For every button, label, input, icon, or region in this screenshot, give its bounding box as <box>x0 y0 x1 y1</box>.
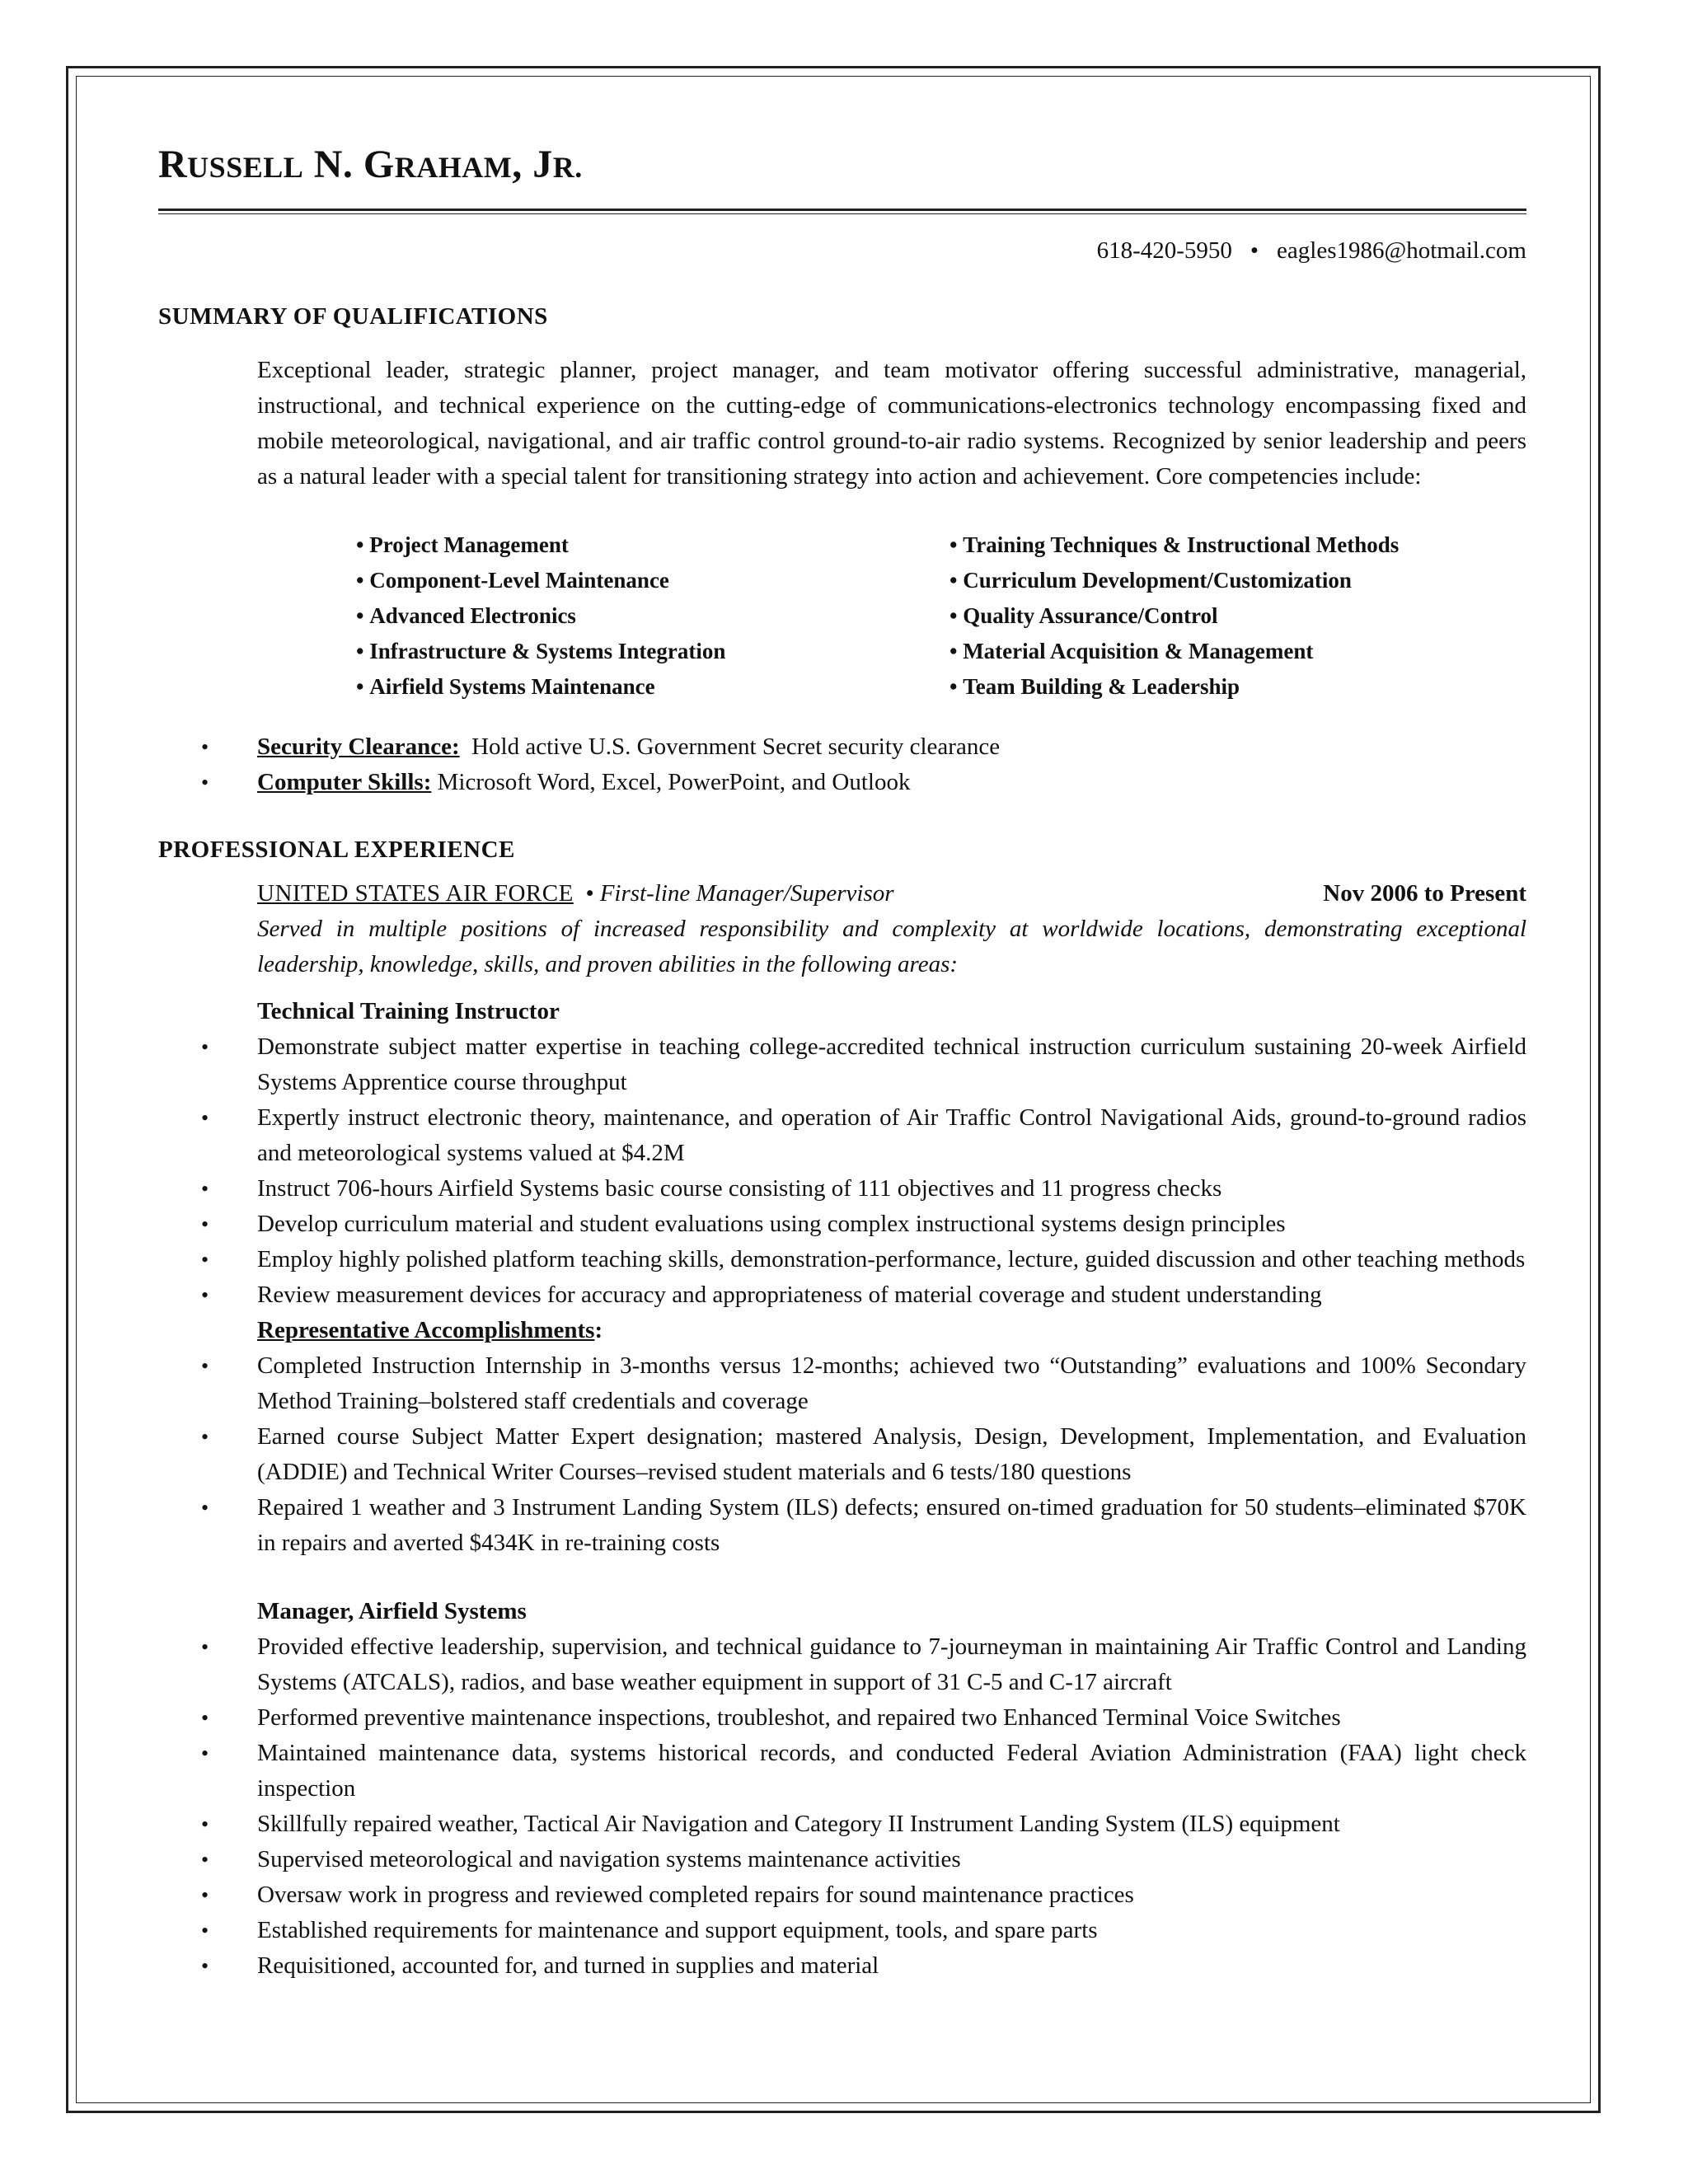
list-item: • Expertly instruct electronic theory, maintenance, and operation of Air Traffic Control Navigational Aids, ground-to-ground radios and meteorological systems valued at $4.2M <box>158 1100 1526 1171</box>
contact-line <box>158 234 1526 267</box>
list-item: • Skillfully repaired weather, Tactical Air Navigation and Category II Instrument Landing System (ILS) equipment <box>158 1807 1526 1842</box>
credential-computer-skills: • Computer Skills: Microsoft Word, Excel, PowerPoint, and Outlook <box>158 765 1526 800</box>
credential-security: • Security Clearance: Hold active U.S. Government Secret security clearance <box>158 729 1526 765</box>
list-item: • Demonstrate subject matter expertise in teaching college-accredited technical instruction curriculum sustaining 20-week Airfield Systems Apprentice course throughput <box>158 1029 1526 1100</box>
competency-item: • Curriculum Development/Customization <box>950 563 1399 598</box>
bullet-separator: • <box>1250 237 1259 264</box>
competency-item: • Team Building & Leadership <box>950 669 1399 705</box>
role-bullets <box>158 1629 1526 1984</box>
list-item: • Develop curriculum material and student evaluations using complex instructional systems design principles <box>158 1207 1526 1242</box>
header-rule-thick <box>158 209 1526 211</box>
competency-item: • Infrastructure & Systems Integration <box>356 634 950 669</box>
summary-heading: SUMMARY OF QUALIFICATIONS <box>158 303 548 330</box>
role-bullets <box>158 1029 1526 1313</box>
competency-item: • Quality Assurance/Control <box>950 598 1399 634</box>
role-title: Technical Training Instructor <box>257 998 560 1024</box>
core-competencies <box>356 527 1526 705</box>
competency-item: • Component-Level Maintenance <box>356 563 950 598</box>
list-item: • Instruct 706-hours Airfield Systems basic course consisting of 111 objectives and 11 progress checks <box>158 1171 1526 1207</box>
job-title: • First-line Manager/Supervisor <box>585 880 894 907</box>
experience-heading: PROFESSIONAL EXPERIENCE <box>158 837 515 863</box>
job-header <box>257 876 1526 912</box>
competency-item: • Project Management <box>356 527 950 563</box>
list-item: • Repaired 1 weather and 3 Instrument Landing System (ILS) defects; ensured on-timed graduation for 50 students–eliminated $70K in repairs and averted $434K in re-training costs <box>158 1490 1526 1561</box>
list-item: • Performed preventive maintenance inspections, troubleshot, and repaired two Enhanced Terminal Voice Switches <box>158 1700 1526 1736</box>
list-item: • Provided effective leadership, supervision, and technical guidance to 7-journeyman in maintaining Air Traffic Control and Landing Systems (ATCALS), radios, and base weather equipment in support of 31 C-5 and C-17 aircraft <box>158 1629 1526 1700</box>
competency-item: • Training Techniques & Instructional Methods <box>950 527 1399 563</box>
resume-page <box>158 140 1526 1984</box>
competency-item: • Material Acquisition & Management <box>950 634 1399 669</box>
list-item: • Employ highly polished platform teaching skills, demonstration-performance, lecture, guided discussion and other teaching methods <box>158 1242 1526 1277</box>
list-item: • Oversaw work in progress and reviewed completed repairs for sound maintenance practices <box>158 1877 1526 1913</box>
competency-item: • Airfield Systems Maintenance <box>356 669 950 705</box>
job-dates: Nov 2006 to Present <box>1323 880 1526 907</box>
credentials-list <box>158 729 1526 800</box>
spacer <box>158 1561 1526 1582</box>
list-item: • Requisitioned, accounted for, and turned in supplies and material <box>158 1948 1526 1984</box>
email-address: eagles1986@hotmail.com <box>1277 237 1526 264</box>
list-item: • Review measurement devices for accuracy and appropriateness of material coverage and student understanding <box>158 1277 1526 1313</box>
summary-paragraph: Exceptional leader, strategic planner, project manager, and team motivator offering successful administrative, managerial, instructional, and technical experience on the cutting-edge of communications-electronics technology encompassing fixed and mobile meteorological, navigational, and air traffic control ground-to-air radio systems. Recognized by senior leadership and peers as a natural leader with a special talent for transitioning strategy into action and achievement. Core competencies include: <box>257 357 1526 490</box>
competencies-left-column <box>356 527 950 705</box>
candidate-name: RUSSELL N. GRAHAM, JR. <box>158 143 583 186</box>
list-item: • Completed Instruction Internship in 3-months versus 12-months; achieved two “Outstanding” evaluations and 100% Secondary Method Training–bolstered staff credentials and coverage <box>158 1348 1526 1419</box>
accomplishments-heading: Representative Accomplishments: <box>257 1317 603 1343</box>
accomplishments-list <box>158 1348 1526 1561</box>
header-rule-thin <box>158 213 1526 214</box>
job-intro: Served in multiple positions of increased responsibility and complexity at worldwide locations, demonstrating exceptional leadership, knowledge, skills, and proven abilities in the following areas: <box>257 916 1526 977</box>
list-item: • Earned course Subject Matter Expert designation; mastered Analysis, Design, Development, Implementation, and Evaluation (ADDIE) and Technical Writer Courses–revised student materials and 6 tests/180 questions <box>158 1419 1526 1490</box>
list-item: • Supervised meteorological and navigation systems maintenance activities <box>158 1842 1526 1877</box>
employer-name: UNITED STATES AIR FORCE <box>257 880 574 907</box>
competency-item: • Advanced Electronics <box>356 598 950 634</box>
role-title: Manager, Airfield Systems <box>257 1598 527 1624</box>
list-item: • Established requirements for maintenance and support equipment, tools, and spare parts <box>158 1913 1526 1948</box>
list-item: • Maintained maintenance data, systems historical records, and conducted Federal Aviation Administration (FAA) light check inspection <box>158 1736 1526 1807</box>
phone-number: 618-420-5950 <box>1096 237 1232 264</box>
competencies-right-column <box>950 527 1399 705</box>
